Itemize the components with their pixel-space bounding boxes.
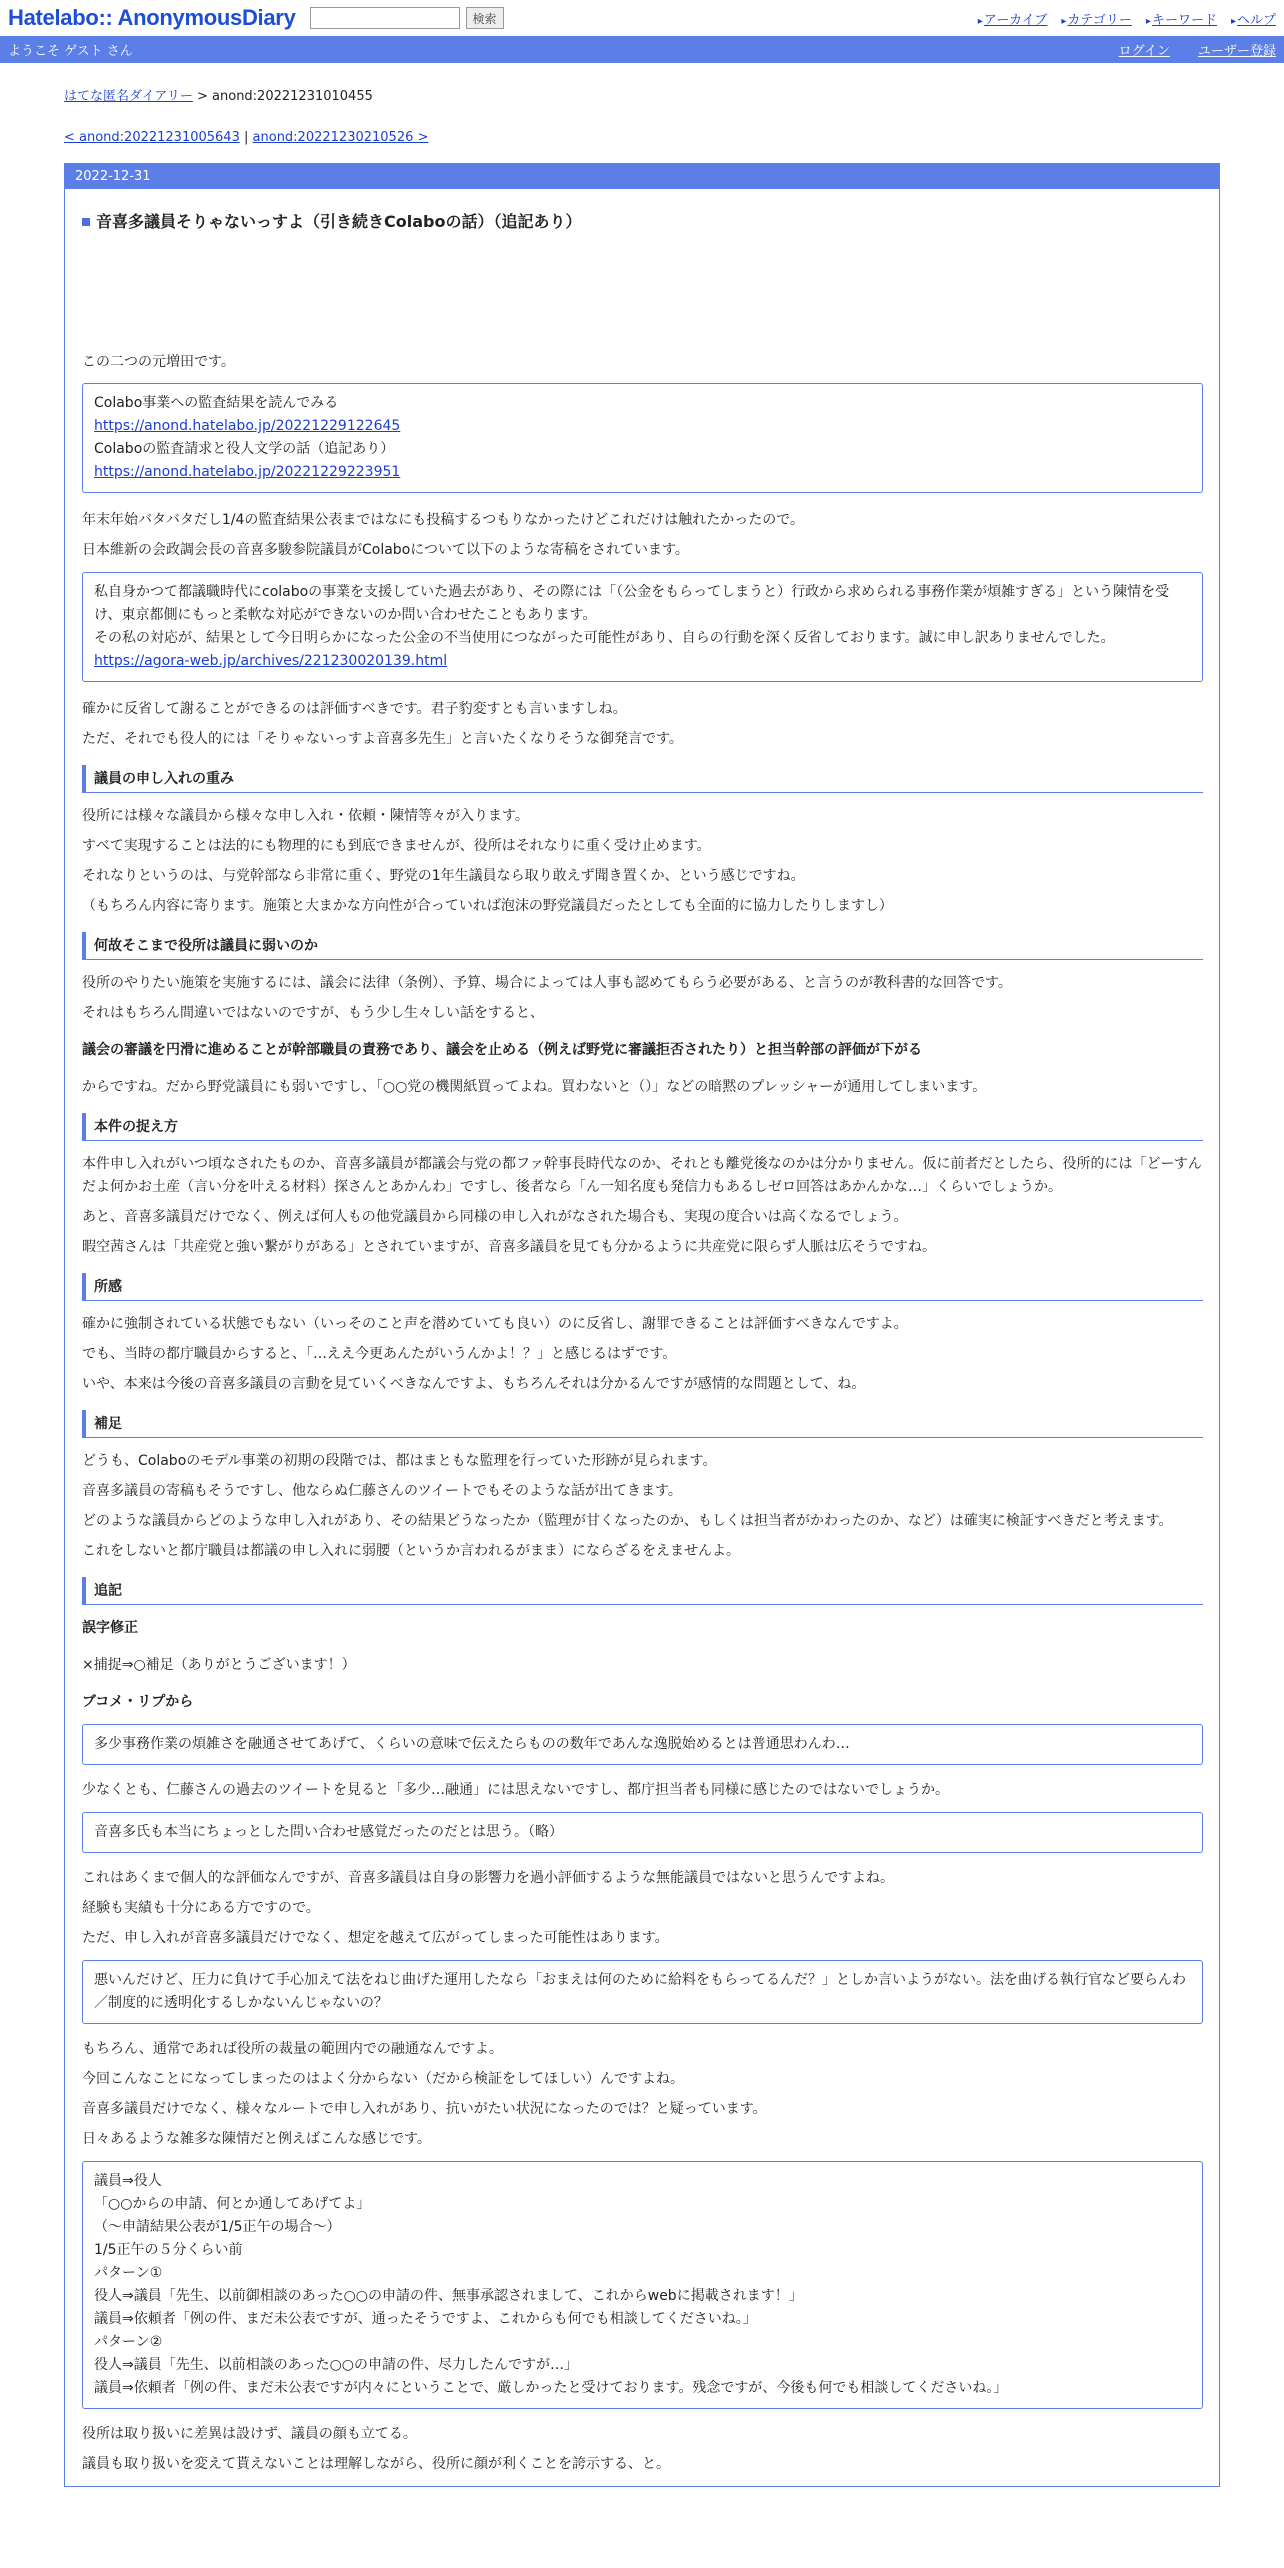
entry-marker-icon[interactable] (82, 218, 90, 226)
paragraph: 議員も取り扱いを変えて貰えないことは理解しながら、役所に顔が利くことを誇示する、と。 (82, 2456, 670, 2472)
site-logo[interactable]: Hatelabo:: AnonymousDiary (8, 5, 296, 30)
paragraph: それなりというのは、与党幹部なら非常に重く、野党の1年生議員なら取り敢えず聞き置くか、という感じですね。 (82, 868, 805, 884)
paragraph: もちろん、通常であれば役所の裁量の範囲内での融通なんですよ。 (82, 2041, 503, 2057)
paragraph: すべて実現することは法的にも物理的にも到底できませんが、役所はそれなりに重く受け止めます。 (82, 838, 711, 854)
paragraph: どうも、Colaboのモデル事業の初期の段階では、都はまともな監理を行っていた形跡が見られます。 (82, 1453, 717, 1469)
previous-entry-link-2[interactable]: https://anond.hatelabo.jp/20221229223951 (94, 464, 401, 480)
quote-line: 議員⇒役人 (94, 2173, 162, 2189)
welcome-text: ようこそ ゲスト さん (8, 44, 133, 59)
section-heading: 本件の捉え方 (82, 1113, 1203, 1141)
paragraph: 暇空茜さんは「共産党と強い繋がりがある」とされていますが、音喜多議員を見ても分かるように共産党に限らず人脈は広そうですね。 (82, 1239, 936, 1255)
quote-line: 「○○からの申請、何とか通してあげてよ」 (94, 2196, 371, 2212)
paragraph: 役所には様々な議員から様々な申し入れ・依頼・陳情等々が入ります。 (82, 808, 529, 824)
quote-bukome-1: 多少事務作業の煩雑さを融通させてあげて、くらいの意味で伝えたらものの数年であんな逸脱始めるとは普通思わんわ… (82, 1724, 1203, 1765)
paragraph: 確かに強制されている状態でもない（いっそのこと声を潜めていても良い）のに反省し、謝罪できることは評価すべきなんですよ。 (82, 1316, 908, 1332)
paragraph: でも、当時の都庁職員からすると、「…ええ今更あんたがいうんかよ！？」と感じるはずです。 (82, 1346, 677, 1362)
breadcrumb-separator: > (196, 89, 208, 104)
section-heading: 何故そこまで役所は議員に弱いのか (82, 932, 1203, 960)
paragraph: どのような議員からどのような申し入れがあり、その結果どうなったか（監理が甘くなったのか、もしくは担当者がかわったのか、など）は確実に検証すべきだと考えます。 (82, 1513, 1173, 1529)
paragraph: 経験も実績も十分にある方ですので。 (82, 1900, 320, 1916)
section-heading: 所感 (82, 1273, 1203, 1301)
section-heading: 補足 (82, 1410, 1203, 1438)
entry-pager (64, 130, 1220, 145)
paragraph: ただ、それでも役人的には「そりゃないっすよ音喜多先生」と言いたくなりそうな御発言です。 (82, 731, 683, 747)
paragraph: 役所のやりたい施策を実施するには、議会に法律（条例）、予算、場合によっては人事も認めてもらう必要がある、と言うのが教科書的な回答です。 (82, 975, 1012, 991)
quote-line: Colaboの監査請求と役人文学の話（追記あり） (94, 441, 395, 457)
paragraph: 確かに反省して謝ることができるのは評価すべきです。君子豹変すとも言いますしね。 (82, 701, 627, 717)
quote-example-patterns (82, 2161, 1203, 2409)
nav-archive-link[interactable]: ▸ アーカイブ (978, 9, 1048, 28)
nav-keyword-link[interactable]: ▸ キーワード (1146, 9, 1217, 28)
quote-line: 議員⇒依頼者「例の件、まだ未公表ですが、通ったそうですよ、これからも何でも相談してくださいね。」 (94, 2311, 757, 2327)
day-box (64, 163, 1220, 2487)
quote-line: パターン② (94, 2334, 163, 2350)
entry-title-text: 音喜多議員そりゃないっすよ（引き続きColaboの話）（追記あり） (96, 212, 582, 231)
paragraph: 音喜多議員だけでなく、様々なルートで申し入れがあり、抗いがたい状況になったのでは？と疑っています。 (82, 2101, 767, 2117)
paragraph: これをしないと都庁職員は都議の申し入れに弱腰（というか言われるがまま）にならざるをえませんよ。 (82, 1543, 740, 1559)
quote-text: 私自身かつて都議職時代にcolaboの事業を支援していた過去があり、その際には「（公金をもらってしまうと）行政から求められる事務作業が煩雑すぎる」という陳情を受け、東京都側にもっと柔軟な対応ができないのか問い合わせたこともあります。 (94, 584, 1170, 623)
prev-entry-link[interactable]: < anond:20221231005643 (64, 130, 240, 145)
quote-line: （～申請結果公表が1/5正午の場合～） (94, 2219, 341, 2235)
nav-help-link[interactable]: ▸ ヘルプ (1231, 9, 1276, 28)
intro-text: この二つの元増田です。 (82, 354, 235, 370)
breadcrumb-current: anond:20221231010455 (212, 89, 373, 104)
nav-category-link[interactable]: ▸ カテゴリー (1061, 9, 1132, 28)
paragraph: 本件申し入れがいつ頃なされたものか、音喜多議員が都議会与党の都ファ幹事長時代なのか、それとも離党後なのかは分かりません。仮に前者だとしたら、役所的には「どーすんだよ何かお土産（言い分を叶える材料）探さんとあかんわ」ですし、後者なら「ん一知名度も発信力もあるしゼロ回答はあかんかな…」くらいでしょうか。 (82, 1156, 1202, 1195)
previous-entry-link-1[interactable]: https://anond.hatelabo.jp/20221229122645 (94, 418, 401, 434)
day-date: 2022-12-31 (65, 164, 1219, 189)
agora-article-link[interactable]: https://agora-web.jp/archives/221230020139.html (94, 653, 448, 669)
main-content (64, 85, 1220, 2487)
pager-separator: | (244, 130, 249, 145)
quote-bukome-2: 音喜多氏も本当にちょっとした問い合わせ感覚だったのだとは思う。（略） (82, 1812, 1203, 1853)
paragraph: ただ、申し入れが音喜多議員だけでなく、想定を越えて広がってしまった可能性はあります。 (82, 1930, 669, 1946)
quote-line: 役人⇒議員「先生、以前相談のあった○○の申請の件、尽力したんですが…」 (94, 2357, 579, 2373)
paragraph: 日々あるような雑多な陳情だと例えばこんな感じです。 (82, 2131, 431, 2147)
search-input[interactable] (310, 7, 460, 29)
next-entry-link[interactable]: anond:20221230210526 > (252, 130, 429, 145)
quote-line: 役人⇒議員「先生、以前御相談のあった○○の申請の件、無事承認されまして、これからwebに掲載されます！」 (94, 2288, 803, 2304)
user-bar (0, 36, 1284, 63)
paragraph: からですね。だから野党議員にも弱いですし、「○○党の機関紙買ってよね。買わないと（）」などの暗黙のプレッシャーが通用してしまいます。 (82, 1079, 987, 1095)
top-nav (978, 9, 1276, 28)
quote-otokita (82, 572, 1203, 682)
quote-line: パターン① (94, 2265, 163, 2281)
quote-line: Colabo事業への監査結果を読んでみる (94, 395, 339, 411)
paragraph: いや、本来は今後の音喜多議員の言動を見ていくべきなんですよ、もちろんそれは分かるんですが感情的な問題として、ね。 (82, 1376, 866, 1392)
login-link[interactable]: ログイン (1118, 44, 1170, 59)
paragraph: 役所は取り扱いに差異は設けず、議員の顔も立てる。 (82, 2426, 417, 2442)
paragraph: 年末年始バタバタだし1/4の監査結果公表まではなにも投稿するつもりなかったけどこれだけは触れたかったので。 (82, 512, 804, 528)
quote-previous-entries (82, 383, 1203, 493)
subheading: 誤字修正 (82, 1620, 138, 1636)
section-heading: 議員の申し入れの重み (82, 765, 1203, 793)
paragraph: それはもちろん間違いではないのですが、もう少し生々しい話をすると、 (82, 1005, 544, 1021)
register-link[interactable]: ユーザー登録 (1197, 44, 1276, 59)
entry-title (82, 209, 1203, 232)
paragraph: 少なくとも、仁藤さんの過去のツイートを見ると「多少…融通」には思えないですし、都庁担当者も同様に感じたのではないでしょうか。 (82, 1782, 950, 1798)
paragraph: これはあくまで個人的な評価なんですが、音喜多議員は自身の影響力を過小評価するような無能議員ではないと思うんですよね。 (82, 1870, 894, 1886)
emphasis-text: 議会の審議を円滑に進めることが幹部職員の責務であり、議会を止める（例えば野党に審議拒否されたり）と担当幹部の評価が下がる (82, 1042, 922, 1058)
subheading: ブコメ・リプから (82, 1694, 194, 1710)
paragraph: あと、音喜多議員だけでなく、例えば何人もの他党議員から同様の申し入れがなされた場合も、実現の度合いは高くなるでしょう。 (82, 1209, 908, 1225)
paragraph: 音喜多議員の寄稿もそうですし、他ならぬ仁藤さんのツイートでもそのような話が出てきます。 (82, 1483, 682, 1499)
paragraph: （もちろん内容に寄ります。施策と大まかな方向性が合っていれば泡沫の野党議員だったとしても全面的に協力したりしますし） (82, 898, 893, 914)
top-bar (0, 0, 1284, 36)
entry-section (65, 209, 1219, 2486)
paragraph: 日本維新の会政調会長の音喜多駿参院議員がColaboについて以下のような寄稿をされています。 (82, 542, 689, 558)
paragraph: 今回こんなことになってしまったのはよく分からない（だから検証をしてほしい）んですよね。 (82, 2071, 684, 2087)
breadcrumb-home-link[interactable]: はてな匿名ダイアリー (64, 89, 193, 104)
paragraph: ×捕捉⇒○補足（ありがとうございます！） (82, 1657, 356, 1673)
section-heading: 追記 (82, 1577, 1203, 1605)
quote-line: 1/5正午の５分くらい前 (94, 2242, 243, 2258)
quote-bukome-3: 悪いんだけど、圧力に負けて手心加えて法をねじ曲げた運用したなら「おまえは何のために給料をもらってるんだ？」としか言いようがない。法を曲げる執行官など要らんわ／制度的に透明化するしかないんじゃないの？ (82, 1960, 1203, 2024)
breadcrumb (64, 85, 1220, 104)
search-button[interactable]: 検索 (466, 7, 504, 29)
quote-text: その私の対応が、結果として今日明らかになった公金の不当使用につながった可能性があり、自らの行動を深く反省しております。誠に申し訳ありませんでした。 (94, 630, 1115, 646)
quote-line: 議員⇒依頼者「例の件、まだ未公表ですが内々にということで、厳しかったと受けております。残念ですが、今後も何でも相談してくださいね。」 (94, 2380, 1008, 2396)
